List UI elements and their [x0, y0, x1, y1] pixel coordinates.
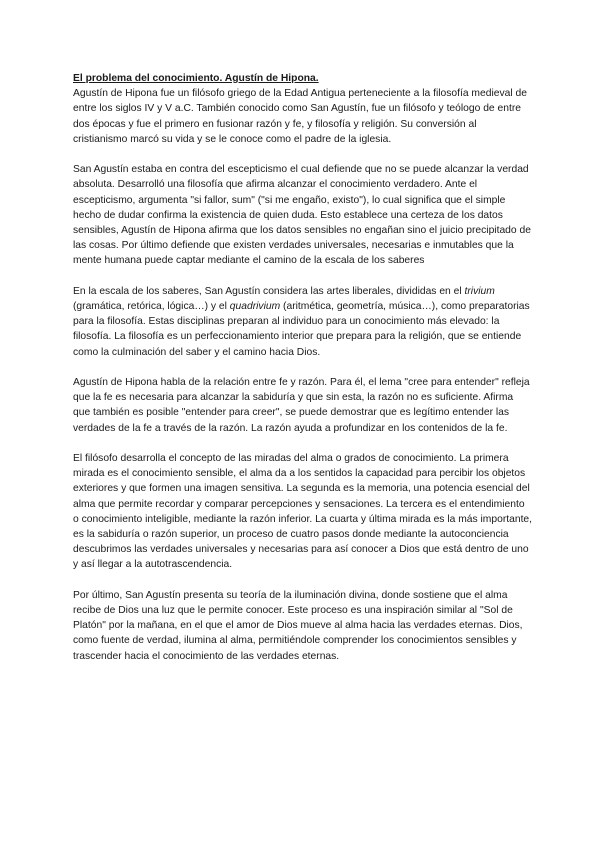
- paragraph-text: Por último, San Agustín presenta su teoría de la iluminación divina, donde sostiene que el alma recibe de Dios una luz que le permite conocer. Este proceso es una inspiración similar al "Sol de Platón" por la mañana, en el que el amor de Dios mueve al alma hacia las verdades eternas. Dios, como fuente de verdad, ilumina al alma, permitiéndole comprender los conocimientos sensibles y trascender hacia el conocimiento de las verdades eternas.: [73, 589, 523, 662]
- paragraph-3: [73, 284, 533, 360]
- paragraph-text: San Agustín estaba en contra del escepticismo el cual defiende que no se puede alcanzar la verdad absoluta. Desarrolló una filosofía que afirma alcanzar el conocimiento verdadero. Ante el escepticismo, argumenta "si fallor, sum" ("si me engaño, existo"), lo cual significa que el simple hecho de dudar confirma la existencia de quien duda. Esto establece una certeza de los datos sensibles, Agustín de Hipona afirma que los datos sensibles no engañan sino el juicio precipitado de las cosas. Por último defiende que existen verdades universales, necesarias e inmutables que la mente humana puede captar mediante el camino de la escala de los saberes: [73, 164, 531, 267]
- paragraph-text: (gramática, retórica, lógica…) y el: [73, 301, 230, 313]
- italic-term: quadrivium: [229, 301, 281, 313]
- paragraph-text: El filósofo desarrolla el concepto de las miradas del alma o grados de conocimiento. La primera mirada es el conocimiento sensible, el alma da a los sentidos la capacidad para percibir los objetos exteriores y que formen una imagen sensitiva. La segunda es la memoria, una potencia esencial del alma que permite recordar y comparar percepciones y sensaciones. La tercera es el entendimiento o conocimiento inteligible, mediante la razón inferior. La cuarta y última mirada es la más importante, es la sabiduría o razón superior, un proceso de cuatro pasos donde mediante la autoconciencia descubrimos las verdades universales y necesarias para así conocer a Dios que está dentro de uno y así llegar a la autotrascendencia.: [73, 453, 533, 571]
- paragraph-2: [73, 162, 533, 268]
- paragraph-1: [73, 86, 533, 147]
- paragraph-6: [73, 588, 533, 664]
- paragraph-4: [73, 375, 533, 436]
- italic-term: trivium: [464, 285, 495, 297]
- document-title: El problema del conocimiento. Agustín de Hipona.: [73, 73, 319, 84]
- paragraph-text: En la escala de los saberes, San Agustín considera las artes liberales, divididas en el: [73, 285, 465, 297]
- paragraph-text: (aritmética, geometría, música…), como preparatorias para la filosofía. Estas disciplinas preparan al individuo para un conocimiento más elevado: la filosofía. La filosofía es un perfeccionamiento interior que prepara para la religión, que se entiende como la culminación del saber y el camino hacia Dios.: [73, 301, 530, 358]
- paragraph-5: [73, 451, 533, 573]
- paragraph-text: Agustín de Hipona fue un filósofo griego de la Edad Antigua perteneciente a la filosofía medieval de entre los siglos IV y V a.C. También conocido como San Agustín, fue un filósofo y teólogo de entre dos épocas y fue el primero en fusionar razón y fe, y filosofía y religión. Su conversión al cristianismo marcó su vida y se le conoce como el padre de la iglesia.: [73, 88, 527, 145]
- paragraph-text: Agustín de Hipona habla de la relación entre fe y razón. Para él, el lema "cree para entender" refleja que la fe es necesaria para alcanzar la sabiduría y que sin esta, la razón no es suficiente. Afirma que también es posible "entender para creer", se puede demostrar que es legítimo entender las verdades de la fe a través de la razón. La razón ayuda a profundizar en los contenidos de la fe.: [73, 377, 530, 434]
- paragraph-list: [73, 86, 533, 664]
- document-body: [73, 71, 533, 679]
